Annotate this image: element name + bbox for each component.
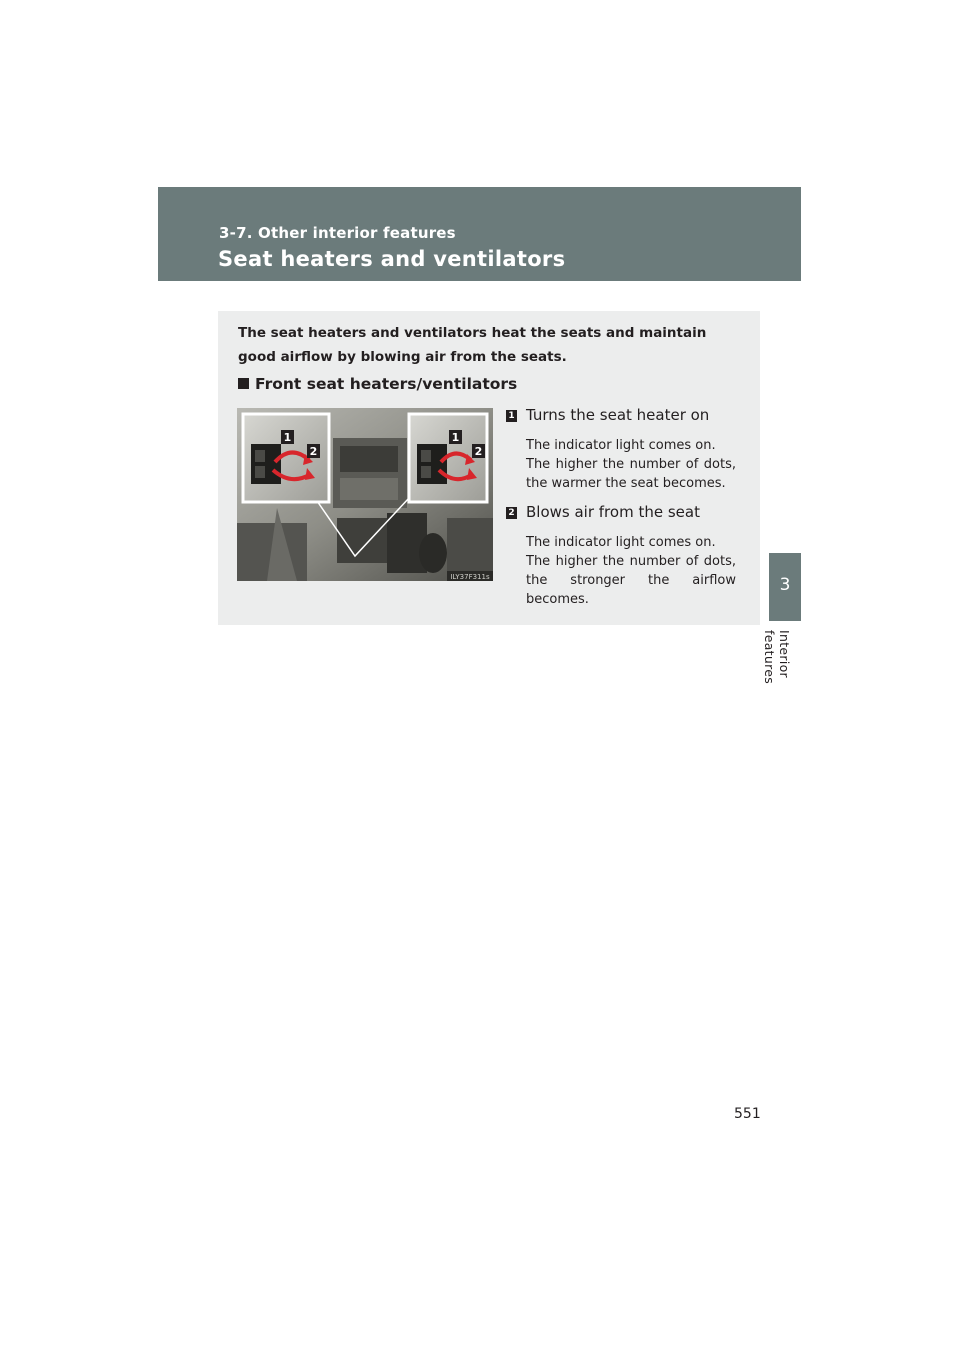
item-description — [526, 533, 736, 609]
chapter-number: 3 — [779, 575, 791, 595]
seat-heater-photo — [237, 408, 493, 581]
content-panel — [218, 311, 760, 625]
chapter-tab — [769, 553, 801, 621]
item-description-line: The indicator light comes on. — [526, 535, 716, 550]
figure-code: ILY37F311s — [450, 573, 490, 581]
chapter-label: Interior features — [762, 630, 792, 685]
callout-2-right: 2 — [474, 445, 483, 458]
callout-2-left: 2 — [309, 445, 318, 458]
callout-1-right: 1 — [451, 431, 460, 444]
item-description-line: The higher the number of dots, the warmer the seat becomes. — [526, 457, 736, 491]
item-description — [526, 436, 736, 493]
item-description-line: The indicator light comes on. — [526, 438, 716, 453]
page-number: 551 — [734, 1106, 761, 1122]
section-header — [158, 187, 801, 281]
page-title: Seat heaters and ventilators — [218, 247, 566, 271]
callout-1-left: 1 — [283, 431, 292, 444]
intro-text: The seat heaters and ventilators heat the seats and maintain good airflow by blowing air from the seats. — [238, 325, 707, 365]
bullet-square-icon — [238, 378, 249, 389]
item-number-badge: 2 — [506, 507, 517, 519]
section-label: 3-7. Other interior features — [219, 224, 456, 242]
item-title: Turns the seat heater on — [526, 406, 710, 424]
item-title: Blows air from the seat — [526, 503, 700, 521]
subheading — [238, 375, 517, 393]
subheading-text: Front seat heaters/ventilators — [255, 375, 518, 393]
item-description-line: The higher the number of dots, the stronger the airflow becomes. — [526, 554, 736, 607]
item-number-badge: 1 — [506, 410, 517, 422]
